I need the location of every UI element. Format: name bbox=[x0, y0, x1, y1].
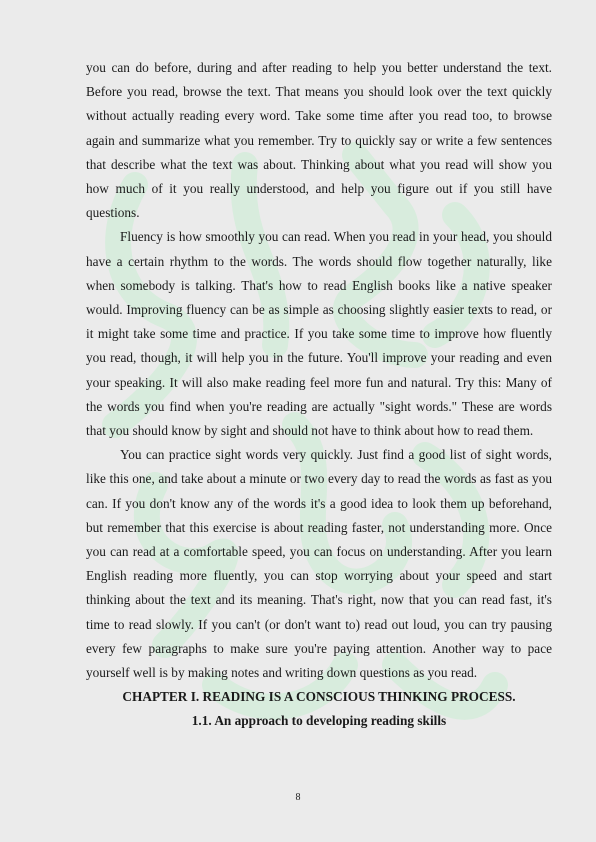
paragraph-1: you can do before, during and after reading to help you better understand the text. Before you read, browse the text. That means you should look over the text quickly without actually reading every word. Take some time after you read too, to browse again and summarize what you remember. Try to quickly say or write a few sentences that describe what the text was about. Thinking about what you read will show you how much of it you really understood, and help you figure out if you still have questions. bbox=[86, 60, 552, 221]
paragraph-2: Fluency is how smoothly you can read. When you read in your head, you should have a certain rhythm to the words. The words should flow together naturally, like when somebody is talking. That's how to read English books like a native speaker would. Improving fluency can be as simple as choosing slightly easier texts to read, or it might take some time and practice. If you take some time to improve how fluently you read, though, it will help you in the future. You'll improve your reading and even your speaking. It will also make reading feel more fun and natural. Try this: Many of the words you find when you're reading are actually "sight words." These are words that you should know by sight and should not have to think about how to read them. bbox=[86, 229, 552, 439]
chapter-heading: CHAPTER I. READING IS A CONSCIOUS THINKING PROCESS. bbox=[122, 689, 516, 705]
paragraph-3: You can practice sight words very quickly. Just find a good list of sight words, like this one, and take about a minute or two every day to read the words as fast as you can. If you don't know any of the words it's a good idea to look them up beforehand, but remember that this exercise is about reading faster, not understanding more. Once you can read at a comfortable speed, you can focus on understanding. After you learn English reading more fluently, you can stop worrying about your speed and start thinking about the text and its meaning. That's right, now that you can read fast, it's time to read slowly. If you can't (or don't want to) read out loud, you can try pausing every few paragraphs to make sure you're paying attention. Another way to pace yourself well is by making notes and writing down questions as you read. bbox=[86, 447, 552, 681]
body-text bbox=[86, 56, 552, 734]
page-number: 8 bbox=[295, 792, 301, 803]
section-heading: 1.1. An approach to developing reading skills bbox=[191, 713, 447, 729]
